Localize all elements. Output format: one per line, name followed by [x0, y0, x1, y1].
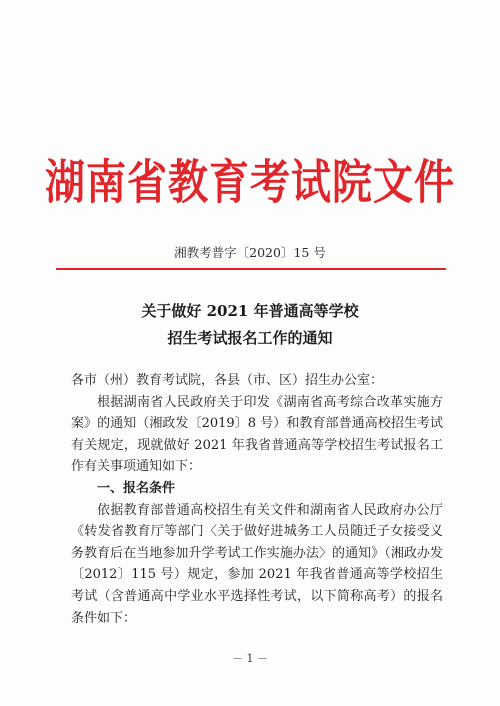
notice-title-line1: 关于做好 2021 年普通高等学校 [141, 302, 359, 320]
paragraph-intro: 根据湖南省人民政府关于印发《湖南省高考综合改革实施方案》的通知（湘政发〔2019〕8 号）和教育部普通高校招生考试有关规定，现就做好 2021 年我省普通高等学校招生考试报名工作有关事项通知如下： [71, 394, 443, 475]
page-number: － 1 － [232, 652, 268, 665]
paragraph-eligibility: 依据教育部普通高校招生有关文件和湖南省人民政府办公厅《转发省教育厅等部门〈关于做好进城务工人员随迁子女接受义务教育后在当地参加升学考试工作实施办法〉的通知》（湘政办发〔2012〕115 号）规定，参加 2021 年我省普通高等学校招生考试（含普通高中学业水平选择性考试，以下简称高考）的报名条件如下： [71, 502, 443, 626]
document-number: 湘教考普字〔2020〕15 号 [174, 245, 326, 260]
salutation: 各市（州）教育考试院，各县（市、区）招生办公室： [71, 373, 384, 388]
section-heading-eligibility: 一、报名条件 [97, 480, 176, 496]
document-body [71, 370, 443, 629]
masthead-title: 湖南省教育考试院文件 [45, 156, 455, 211]
red-divider-line [56, 268, 446, 270]
notice-title-line2: 招生考试报名工作的通知 [167, 329, 333, 347]
